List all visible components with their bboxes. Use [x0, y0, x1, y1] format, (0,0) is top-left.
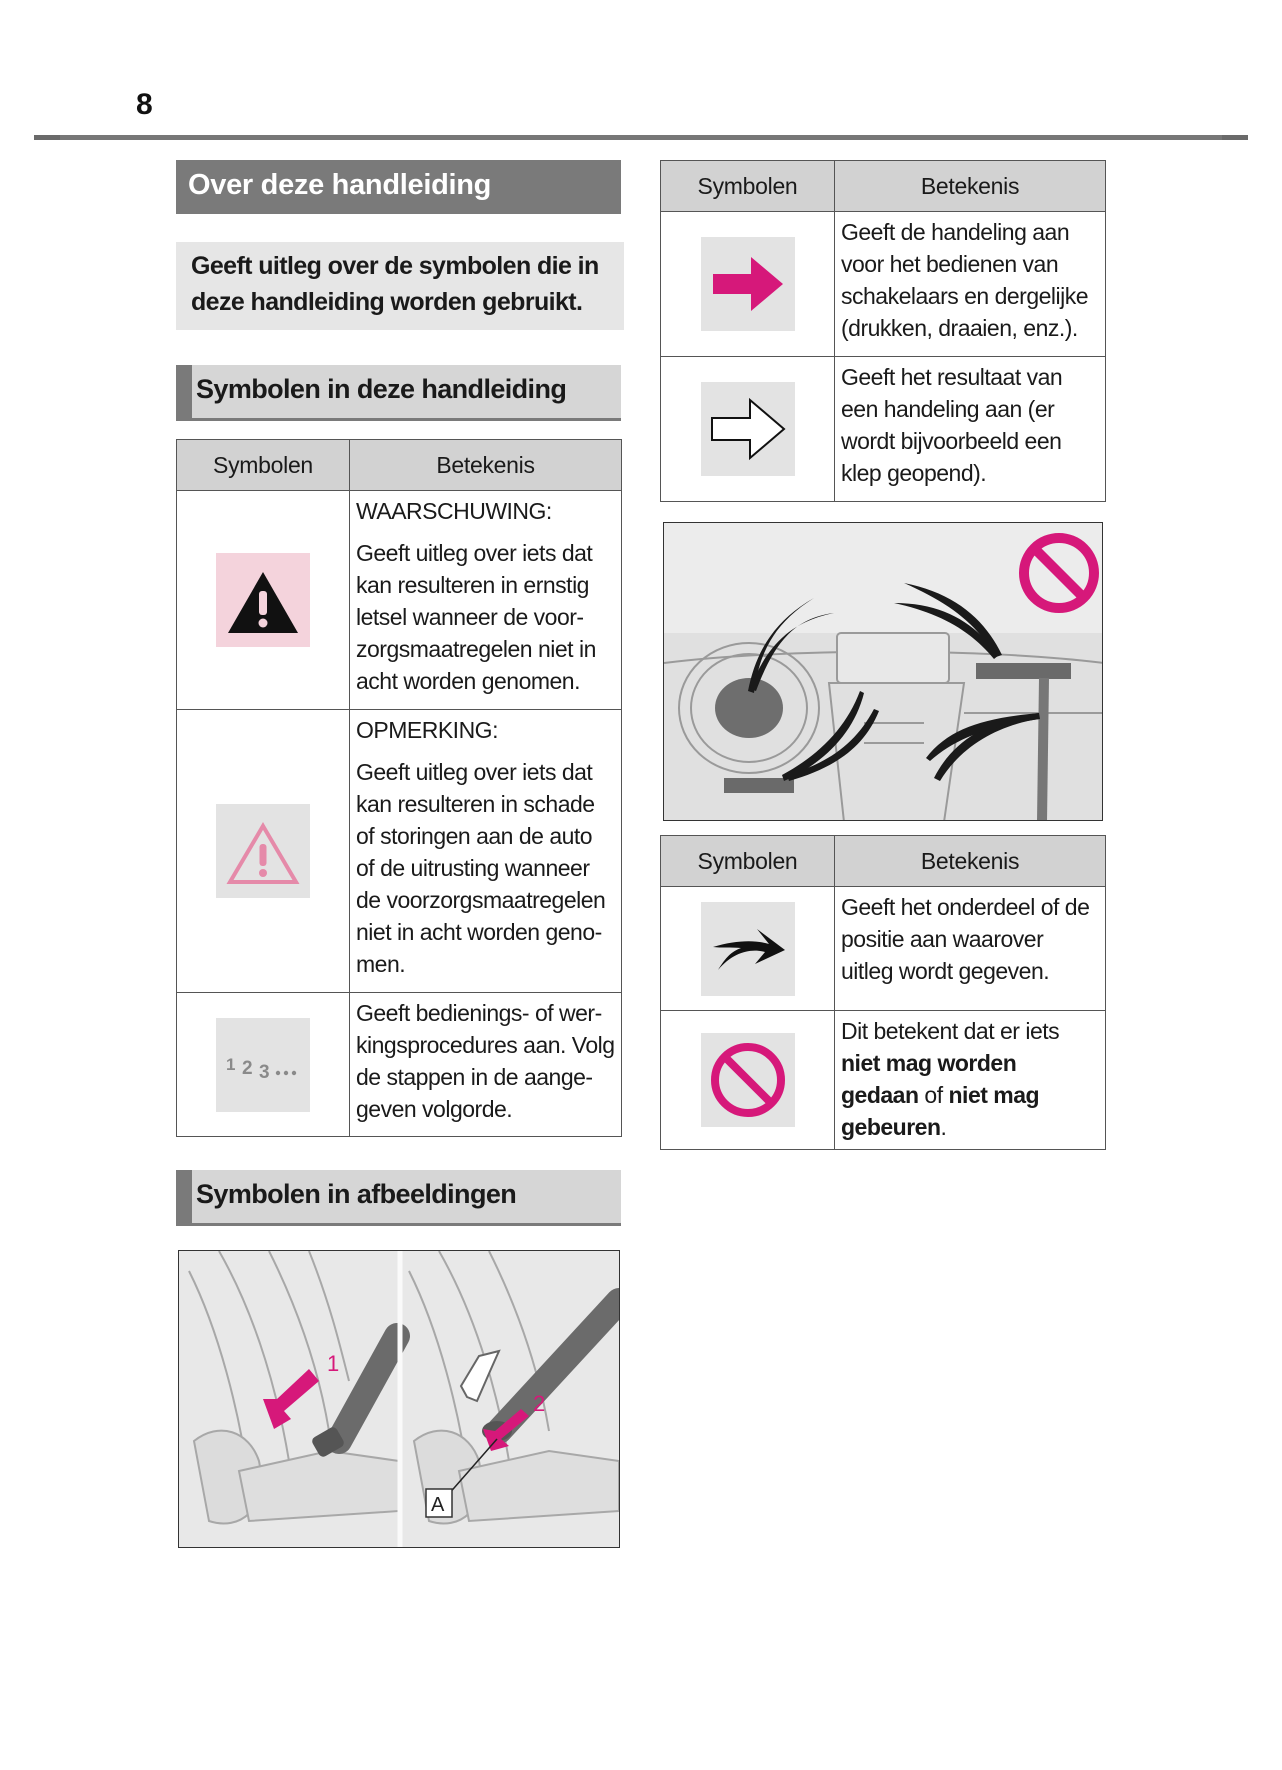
- svg-text:3: 3: [259, 1061, 270, 1083]
- symbol-cell: [661, 887, 835, 1011]
- prohibition-icon: [701, 1033, 795, 1127]
- arrow-symbols-table: [660, 160, 1106, 502]
- table-row: [177, 710, 622, 993]
- header-meaning: Betekenis: [835, 161, 1106, 212]
- intro-text: Geeft uitleg over de symbolen die in deze handleiding worden gebruikt.: [176, 242, 624, 330]
- result-arrow-text: Geeft het resultaat van een handeling aan (er wordt bijvoorbeeld een klep geopend).: [841, 364, 1063, 486]
- meaning-cell: [835, 357, 1106, 502]
- curved-pointer-arrow-icon: [701, 902, 795, 996]
- table-row: [661, 887, 1106, 1011]
- header-symbols: Symbolen: [661, 161, 835, 212]
- outline-arrow-icon: [701, 382, 795, 476]
- meaning-cell: [835, 887, 1106, 1011]
- table-row: [177, 993, 622, 1137]
- prohibition-text: Dit betekent dat er iets: [841, 1018, 1060, 1044]
- symbol-cell: [177, 491, 350, 710]
- table-row: [661, 212, 1106, 357]
- svg-text:A: A: [431, 1494, 445, 1516]
- top-divider: [34, 135, 1248, 140]
- prohibition-text: .: [940, 1114, 947, 1140]
- table-header-row: [661, 161, 1106, 212]
- rule-end-right: [1222, 135, 1248, 140]
- symbol-cell: [661, 357, 835, 502]
- header-meaning: Betekenis: [350, 440, 622, 491]
- meaning-cell: [835, 1011, 1106, 1150]
- warning-text: Geeft uitleg over iets dat kan resulteren in ernstig letsel wanneer de voor-zorgsmaatregelen niet in acht worden genomen.: [356, 540, 596, 694]
- table-row: [177, 491, 622, 710]
- symbol-cell: [177, 993, 350, 1137]
- svg-text:2: 2: [242, 1057, 253, 1079]
- prohibition-text: of: [918, 1082, 949, 1108]
- heading-bar: [176, 1170, 192, 1223]
- solid-pink-arrow-icon: [701, 237, 795, 331]
- dashboard-illustration: [663, 522, 1103, 821]
- heading-bar: [176, 365, 192, 418]
- step-numbers-icon: [216, 1018, 310, 1112]
- caution-triangle-pink-icon: [216, 804, 310, 898]
- steps-text: Geeft bedienings- of wer-kingsprocedures aan. Volg de stappen in de aange-geven volgorde.: [356, 1000, 615, 1122]
- warning-triangle-black-icon: [216, 553, 310, 647]
- seatbelt-illustration: [178, 1250, 620, 1548]
- pointer-text: Geeft het onderdeel of de positie aan waarover uitleg wordt gegeven.: [841, 894, 1090, 984]
- meaning-cell: [835, 212, 1106, 357]
- section-title: Symbolen in deze handleiding: [196, 374, 567, 404]
- section-heading-manual-symbols: [176, 365, 621, 421]
- symbol-cell: [661, 212, 835, 357]
- symbol-cell: [177, 710, 350, 993]
- svg-text:2: 2: [533, 1391, 546, 1416]
- rule-end-left: [34, 135, 60, 140]
- warning-label: WAARSCHUWING:: [356, 498, 552, 524]
- action-arrow-text: Geeft de handeling aan voor het bedienen van schakelaars en dergelijke (drukken, draaien, enz.).: [841, 219, 1089, 341]
- caution-label: OPMERKING:: [356, 717, 498, 743]
- meaning-cell: [350, 993, 622, 1137]
- table-row: [661, 357, 1106, 502]
- table-row: [661, 1011, 1106, 1150]
- page-title: Over deze handleiding: [176, 160, 621, 214]
- meaning-cell: [350, 491, 622, 710]
- header-symbols: Symbolen: [177, 440, 350, 491]
- page-number: 8: [136, 88, 153, 121]
- meaning-cell: [350, 710, 622, 993]
- pointer-symbols-table: [660, 835, 1106, 1150]
- header-symbols: Symbolen: [661, 836, 835, 887]
- caution-text: Geeft uitleg over iets dat kan resulteren in schade of storingen aan de auto of de uitrusting wanneer de voorzorgsmaatregelen niet in acht worden geno-men.: [356, 759, 606, 977]
- svg-text:1: 1: [327, 1351, 340, 1376]
- prohibition-bold-1: niet mag worden gedaan: [841, 1050, 1017, 1108]
- manual-symbols-table: [176, 439, 622, 1137]
- svg-text:1: 1: [226, 1054, 236, 1074]
- prohibition-bold-2: niet mag gebeuren: [841, 1082, 1040, 1140]
- section-title: Symbolen in afbeeldingen: [196, 1179, 517, 1209]
- table-header-row: [177, 440, 622, 491]
- table-header-row: [661, 836, 1106, 887]
- symbol-cell: [661, 1011, 835, 1150]
- section-heading-image-symbols: [176, 1170, 621, 1226]
- header-meaning: Betekenis: [835, 836, 1106, 887]
